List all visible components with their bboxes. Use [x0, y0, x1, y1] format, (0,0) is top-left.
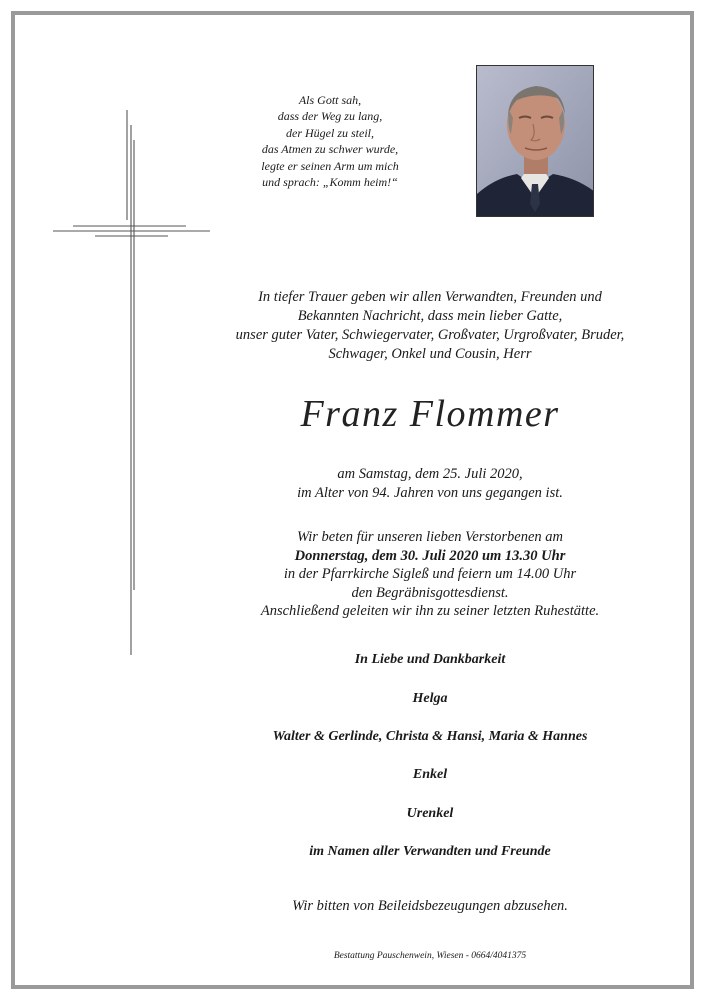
mourner-spouse: Helga [412, 691, 448, 706]
mourner-great-grandchildren: Urenkel [406, 806, 454, 821]
mourner-relatives: im Namen aller Verwandten und Freunde [309, 844, 551, 859]
poem-line: das Atmen zu schwer wurde, [261, 142, 399, 157]
intro-line: Bekannten Nachricht, dass mein lieber Gatte, [297, 308, 563, 324]
closing-note: Wir bitten von Beileidsbezeugungen abzusehen. [292, 898, 568, 914]
mourner-dedication: In Liebe und Dankbarkeit [354, 652, 506, 667]
deceased-name: Franz Flommer [300, 393, 560, 435]
death-line: im Alter von 94. Jahren von uns gegangen ist. [297, 485, 563, 501]
mourner-grandchildren: Enkel [412, 767, 448, 782]
poem [230, 92, 430, 190]
funeral-date: Donnerstag, dem 30. Juli 2020 um 13.30 Uhr [294, 547, 566, 564]
death-notice [180, 465, 680, 503]
funeral-line: den Begräbnisgottesdienst. [351, 584, 509, 601]
footer-undertaker: Bestattung Pauschenwein, Wiesen - 0664/4041375 [333, 951, 527, 961]
portrait-photo [476, 65, 594, 217]
death-line: am Samstag, dem 25. Juli 2020, [337, 466, 523, 482]
intro-line: unser guter Vater, Schwiegervater, Großvater, Urgroßvater, Bruder, [235, 327, 625, 343]
poem-line: Als Gott sah, [298, 93, 362, 107]
intro-line: Schwager, Onkel und Cousin, Herr [328, 346, 532, 362]
poem-line: und sprach: „Komm heim!“ [262, 175, 398, 190]
poem-line: dass der Weg zu lang, [277, 109, 383, 124]
funeral-line: Anschließend geleiten wir ihn zu seiner letzten Ruhestätte. [260, 603, 600, 619]
intro-line: In tiefer Trauer geben wir allen Verwandten, Freunden und [258, 289, 602, 305]
funeral-line: Wir beten für unseren lieben Verstorbenen am [296, 529, 564, 545]
funeral-details [180, 528, 680, 621]
poem-line: der Hügel zu steil, [286, 125, 374, 140]
mourner-children: Walter & Gerlinde, Christa & Hansi, Maria & Hannes [272, 729, 588, 744]
poem-line: legte er seinen Arm um mich [261, 158, 399, 173]
funeral-line: in der Pfarrkirche Sigleß und feiern um 14.00 Uhr [283, 566, 577, 582]
announcement-intro [180, 288, 680, 364]
